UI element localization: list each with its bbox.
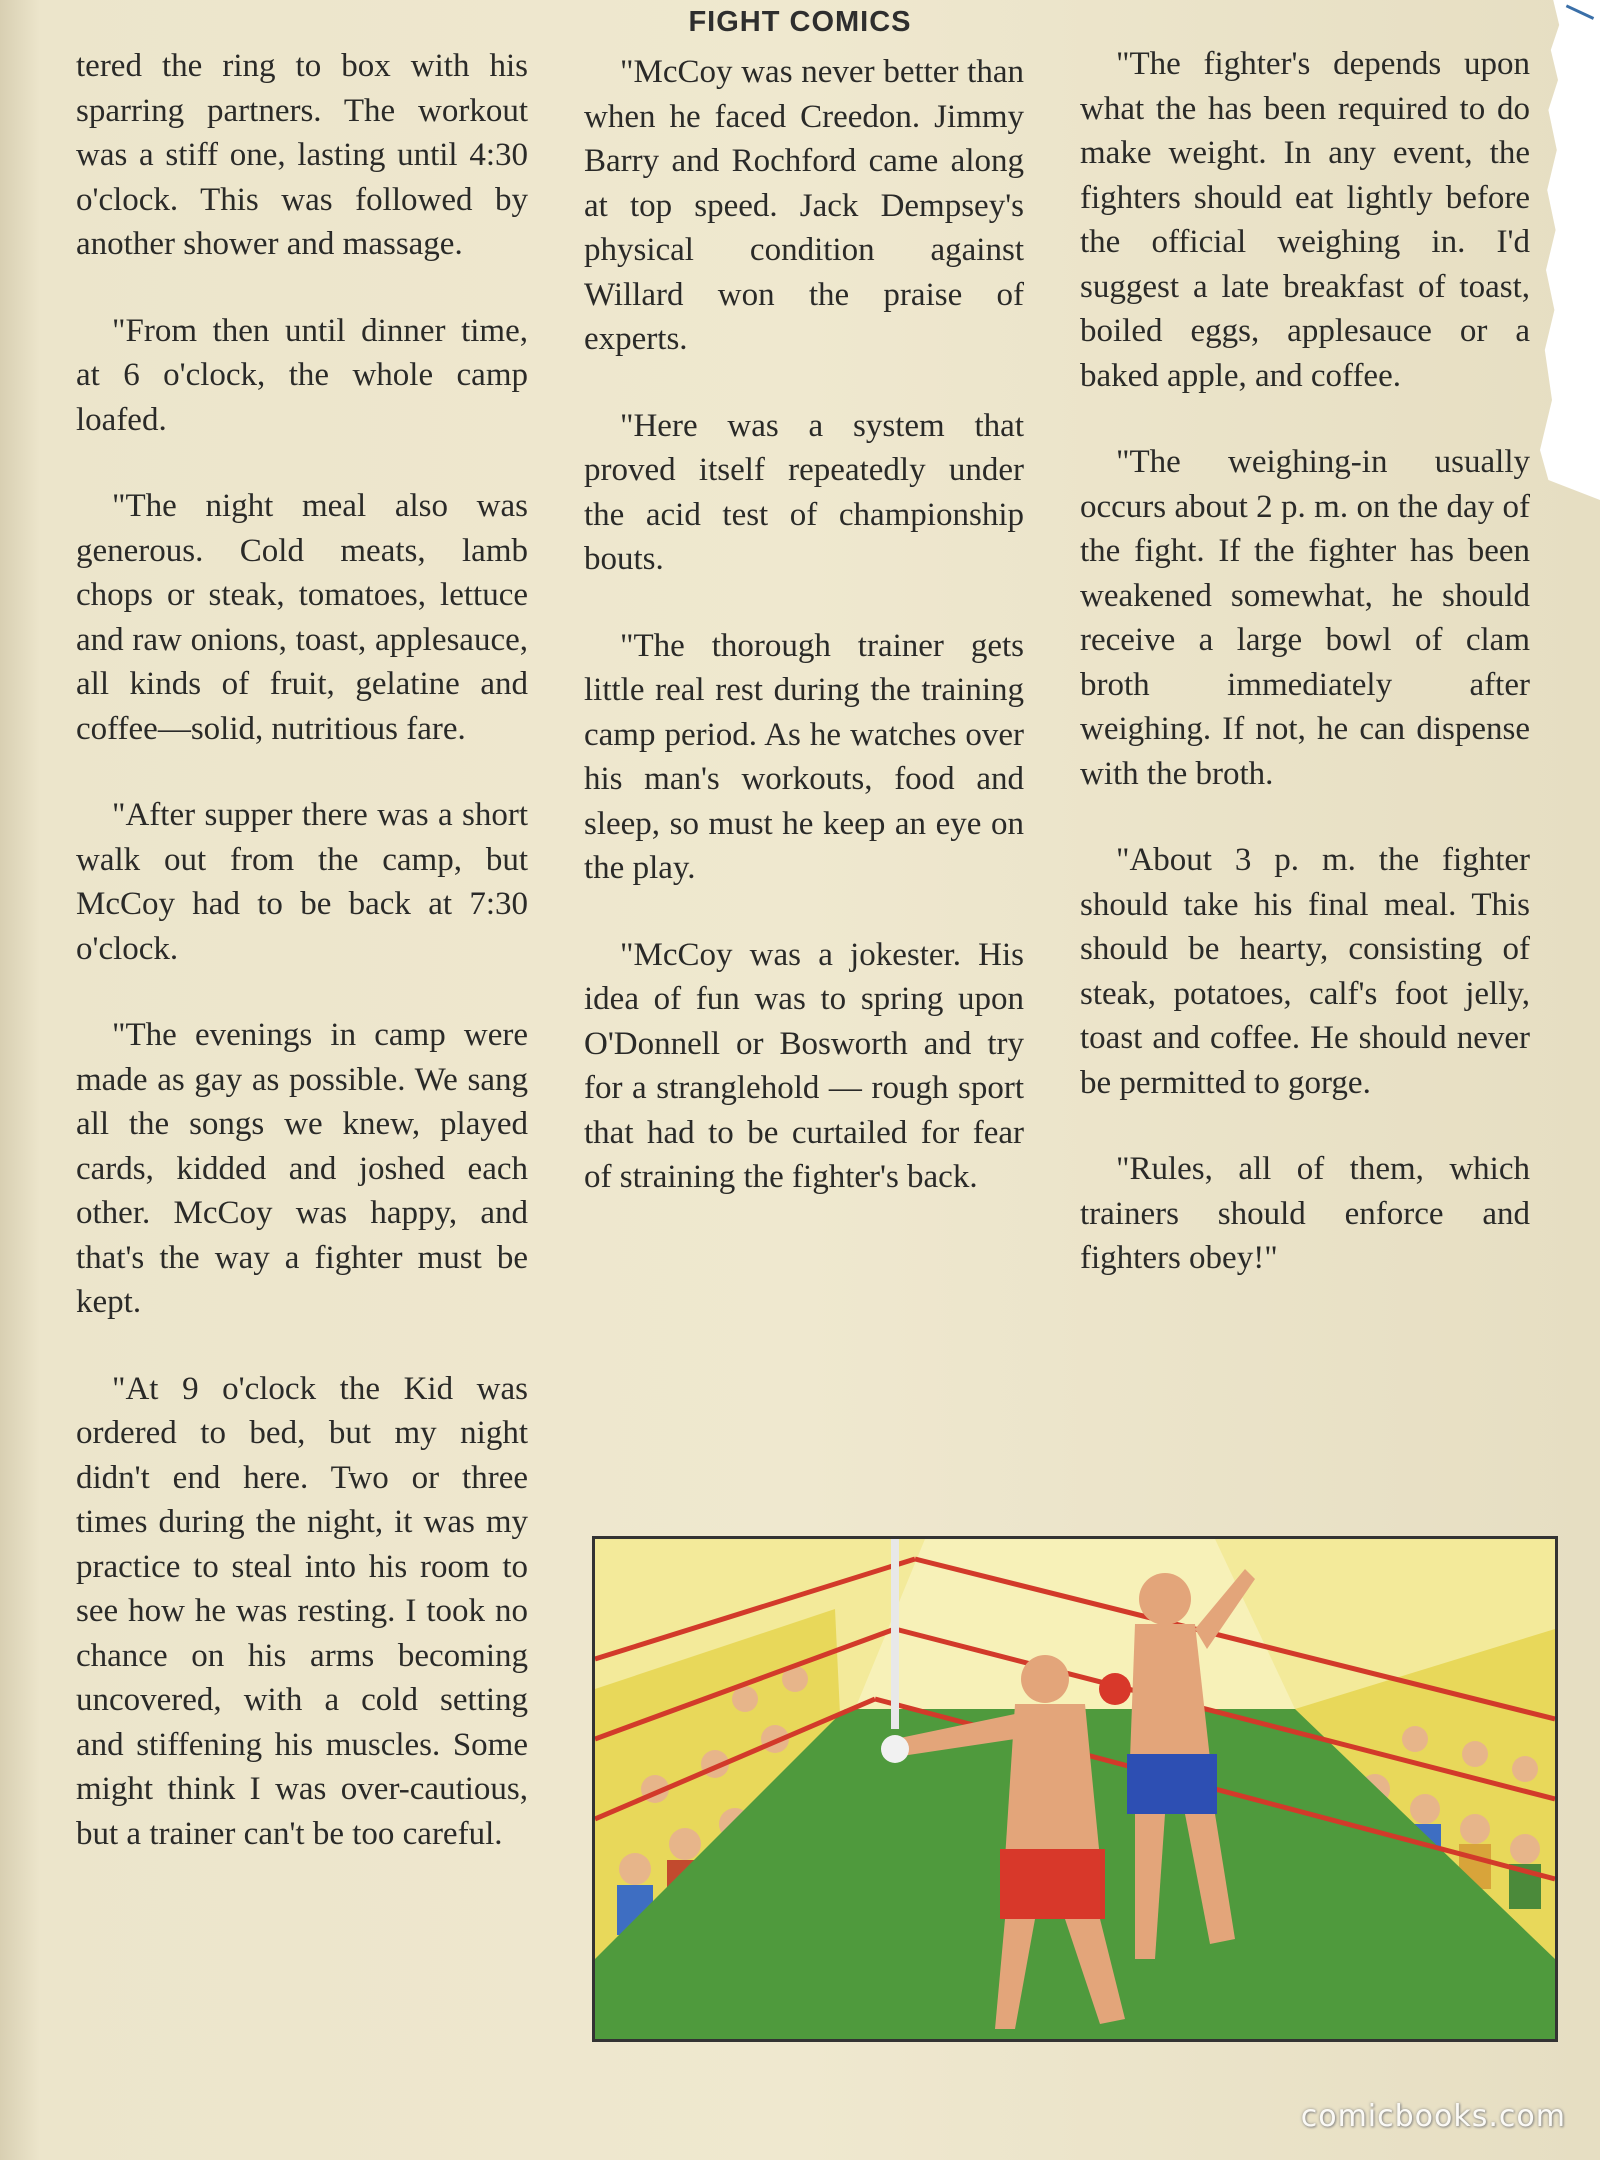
paragraph: "The thorough trainer gets little real rest during the training camp period. As he watches over his man's workouts, food and sleep, so must he keep an eye on the play. xyxy=(584,627,1024,886)
paragraph: "Here was a system that proved itself repeatedly under the acid test of championship bouts. xyxy=(584,407,1024,577)
paragraph: "At 9 o'clock the Kid was ordered to bed, but my night didn't end here. Two or three times during the night, it was my practice to steal into his room to see how he was resting. I took no chance on his arms becoming uncovered, with a cold setting and stiffening his muscles. Some might think I was over-cautious, but a trainer can't be too careful. xyxy=(76,1370,528,1852)
text-column-middle xyxy=(584,50,1024,1242)
text-column-right xyxy=(1080,42,1530,1323)
torn-page-corner xyxy=(1540,0,1600,500)
paragraph: "After supper there was a short walk out from the camp, but McCoy had to be back at 7:30 o'clock. xyxy=(76,797,528,967)
paragraph: "The weighing-in usually occurs about 2 p. m. on the day of the fight. If the fighter has been weakened somewhat, he should receive a large bowl of clam broth immediately after weighing. If not, he can dispense with the broth. xyxy=(1080,444,1530,792)
boxing-ring-drawing xyxy=(595,1539,1555,2039)
paragraph: "From then until dinner time, at 6 o'clock, the whole camp loafed. xyxy=(76,312,528,438)
paragraph: "The fighter's depends upon what the has been required to do make weight. In any event, the fighters should eat lightly before the official weighing in. I'd suggest a late breakfast of toast, boiled eggs, applesauce or a baked apple, and coffee. xyxy=(1080,46,1530,394)
text-column-left xyxy=(76,44,528,1898)
site-watermark: comicbooks.com xyxy=(1300,2099,1566,2134)
paragraph: "McCoy was a jokester. His idea of fun was to spring upon O'Donnell or Bosworth and try for a stranglehold — rough sport that had to be curtailed for fear of straining the fighter's back. xyxy=(584,936,1024,1195)
paragraph: "About 3 p. m. the fighter should take his final meal. This should be hearty, consisting of steak, potatoes, calf's foot jelly, toast and coffee. He should never be permitted to gorge. xyxy=(1080,842,1530,1101)
page-header: FIGHT COMICS xyxy=(688,6,912,38)
paragraph: "The evenings in camp were made as gay as possible. We sang all the songs we knew, played cards, kidded and joshed each other. McCoy was happy, and that's the way a fighter must be kept. xyxy=(76,1017,528,1320)
boxing-match-illustration xyxy=(592,1536,1558,2042)
paragraph: tered the ring to box with his sparring partners. The workout was a stiff one, lasting until 4:30 o'clock. This was followed by another shower and massage. xyxy=(76,48,528,262)
paragraph: "McCoy was never better than when he faced Creedon. Jimmy Barry and Rochford came along at top speed. Jack Dempsey's physical condition against Willard won the praise of experts. xyxy=(584,54,1024,357)
paragraph: "Rules, all of them, which trainers should enforce and fighters obey!" xyxy=(1080,1151,1530,1276)
paragraph: "The night meal also was generous. Cold meats, lamb chops or steak, tomatoes, lettuce and raw onions, toast, applesauce, all kinds of fruit, gelatine and coffee—solid, nutritious fare. xyxy=(76,488,528,747)
